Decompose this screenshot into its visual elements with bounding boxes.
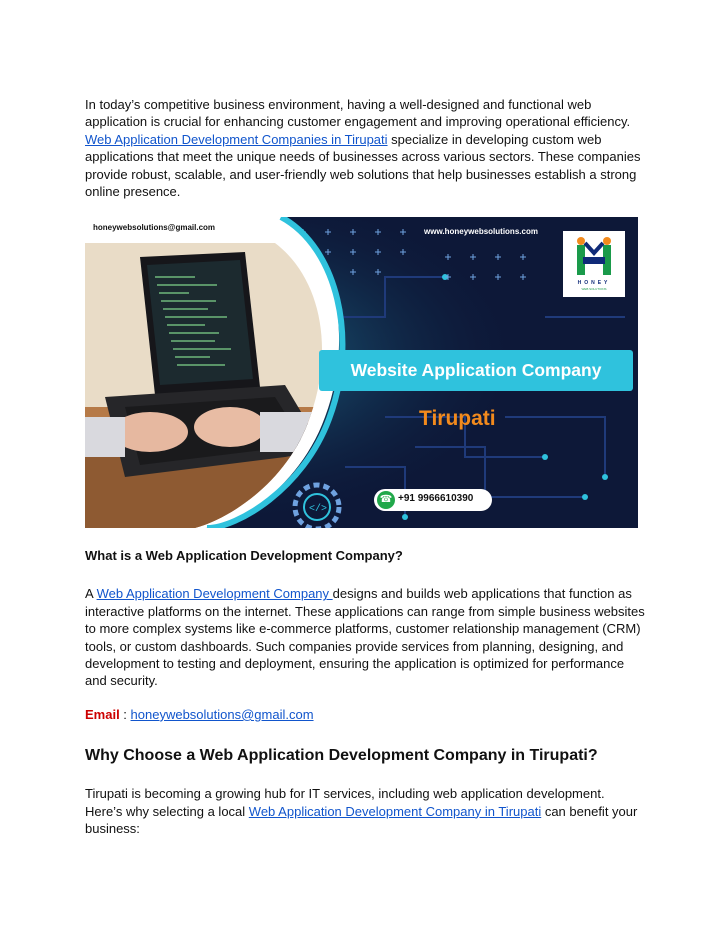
banner-website: www.honeywebsolutions.com	[424, 227, 538, 237]
section1-text-after: designs and builds web applications that function as interactive platforms on the internet. These applications can range from simple business websites to more complex systems like e-commerce platforms, customer relationship management (CRM) tools, or custom dashboards. Such companies provide services from planning, designing, and development to testing and deployment, ensuring the application is optimized for performance and security.	[85, 586, 645, 689]
phone-icon: ☎	[377, 491, 395, 509]
section1-link[interactable]: Web Application Development Company	[96, 586, 333, 602]
intro-link[interactable]: Web Application Development Companies in Tirupati	[85, 131, 388, 147]
section1-heading: What is a Web Application Development Company?	[85, 548, 403, 564]
section2-text-before: Tirupati is becoming a growing hub for IT services, including web application development. Here’s why selecting a local	[85, 786, 605, 819]
document-body	[85, 96, 645, 838]
email-label: Email	[85, 706, 120, 722]
banner-title: Website Application Company	[319, 350, 633, 391]
phone-badge	[374, 489, 492, 511]
section2-paragraph	[85, 785, 645, 837]
promo-banner	[85, 217, 638, 528]
svg-text:</>: </>	[309, 504, 328, 516]
banner-city: Tirupati	[419, 407, 496, 431]
section1-paragraph	[85, 585, 645, 689]
section2-text-after: can benefit your business:	[85, 803, 638, 837]
banner-email: honeywebsolutions@gmail.com	[93, 223, 216, 233]
company-logo	[563, 231, 625, 297]
phone-number: +91 9966610390	[398, 493, 474, 505]
section2-link[interactable]: Web Application Development Company in Tirupati	[248, 803, 542, 819]
email-separator: :	[119, 706, 131, 722]
email-line	[85, 706, 645, 723]
intro-text-after: specialize in developing custom web applications that meet the unique needs of businesses across various sectors. These companies provide robust, scalable, and user-friendly web solutions that help businesses establish a strong online presence.	[85, 131, 641, 200]
logo-brand-text: HONEY	[577, 280, 611, 287]
section1-text-before: A	[85, 586, 97, 602]
logo-sub-text: WEB SOLUTIONS	[581, 287, 607, 292]
section2-heading: Why Choose a Web Application Development Company in Tirupati?	[85, 747, 598, 765]
intro-text-before: In today’s competitive business environment, having a well-designed and functional web application is crucial for enhancing customer engagement and improving operational efficiency.	[85, 97, 631, 130]
intro-paragraph	[85, 96, 645, 200]
email-link[interactable]: honeywebsolutions@gmail.com	[130, 706, 314, 722]
